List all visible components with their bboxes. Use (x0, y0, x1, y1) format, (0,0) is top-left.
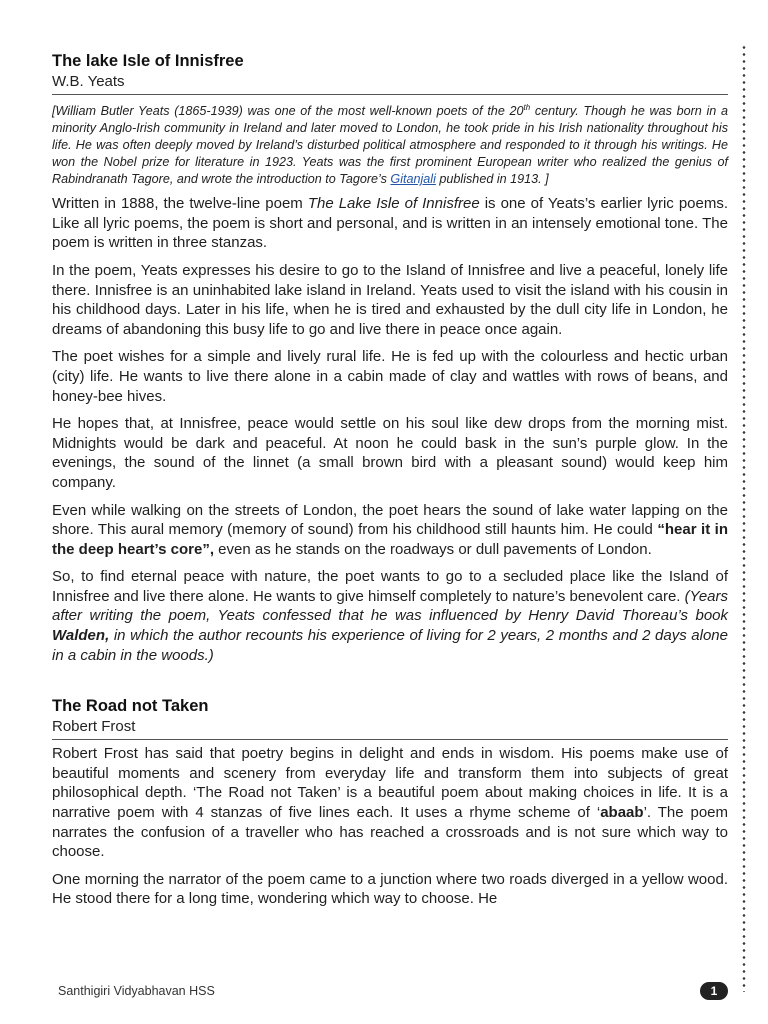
bio-text: [William Butler Yeats (1865-1939) was one of the most well-known poets of the 20 (52, 104, 524, 119)
text: Robert Frost has said that poetry begins in delight and ends in wisdom. His poems make use of beautiful moments and scenery from everyday life and transform them into subjects of great philosophical depth. ‘The Road not Taken’ is a beautiful poem about making choices in life. It is a narrative poem with 4 stanzas of five lines each. It uses a rhyme scheme of ‘ (52, 745, 728, 822)
quote-bold: “hear it in the deep heart’s core”, (52, 521, 728, 558)
poem-title-italic: The Lake Isle of Innisfree (307, 195, 480, 213)
rhyme-scheme-bold: abaab (600, 804, 644, 822)
bio-text: century. Though he was born in a minority Anglo-Irish community in Ireland and later moved to London, he took pride in his Irish nationality throughout his life. He was often deeply moved by Ireland’s disturbed political atmosphere and responded to it through his writings. He won the Nobel prize for literature in 1923. Yeats was the first prominent European writer who realized the genius of Rabindranath Tagore, and wrote the introduction to Tagore’s (52, 104, 728, 187)
walden-bold: Walden, (52, 627, 110, 645)
gitanjali-link[interactable]: Gitanjali (390, 172, 436, 187)
paragraph: He hopes that, at Innisfree, peace would settle on his soul like dew drops from the morning mist. Midnights would be dark and peaceful. At noon he could bask in the sun’s purple glow. In the evenings, the sound of the linnet (a small brown bird with a pleasant sound) would keep him company. (52, 415, 728, 491)
poet-bio (52, 99, 728, 188)
italic-note: (Years after writing the poem, Yeats confessed that he was influenced by Henry David Thoreau’s book (52, 587, 728, 625)
paragraph (52, 567, 728, 665)
divider (52, 739, 728, 740)
paragraph: The poet wishes for a simple and lively rural life. He is fed up with the colourless and hectic urban (city) life. He wants to live there alone in a cabin made of clay and wattles with rows of beans, and honey-bee hives. (52, 348, 728, 405)
text: So, to find eternal peace with nature, the poet wants to go to a secluded place like the Island of Innisfree and live there alone. He wants to give himself completely to nature’s benevolent care. (52, 568, 728, 605)
poem2-author: Robert Frost (52, 718, 136, 736)
paragraph (52, 744, 728, 862)
poem1-title: The lake Isle of Innisfree (52, 52, 244, 70)
paragraph: One morning the narrator of the poem came to a junction where two roads diverged in a yellow wood. He stood there for a long time, wondering which way to choose. He (52, 870, 728, 908)
page-number-badge: 1 (700, 982, 728, 1000)
paragraph: In the poem, Yeats expresses his desire to go to the Island of Innisfree and live a peaceful, lonely life there. Innisfree is an uninhabited lake island in Ireland. Yeats used to visit the island with his cousin in his childhood days. Later in his life, when he is tired and exhausted by the dull city life in London, he dreams of abandoning this busy life to go and live there in peace once again. (52, 261, 728, 338)
poem2-title: The Road not Taken (52, 697, 209, 716)
text: Written in 1888, the twelve-line poem (52, 195, 308, 213)
poem2-section (52, 695, 728, 909)
text: ’. The poem narrates the confusion of a traveller who has reached a crossroads and is not sure which way to choose. (52, 804, 729, 861)
text: even as he stands on the roadways or dull pavements of London. (214, 540, 652, 558)
paragraph (52, 501, 728, 560)
bio-sup: th (523, 103, 531, 112)
italic-note: in which the author recounts his experience of living for 2 years, 2 months and 2 days alone in a cabin in the woods.) (52, 627, 728, 664)
dotted-margin-line (742, 44, 746, 992)
page-content (52, 50, 728, 917)
footer-school-name: Santhigiri Vidyabhavan HSS (58, 984, 215, 998)
poem1-author: W.B. Yeats (52, 73, 125, 90)
text: is one of Yeats’s earlier lyric poems. Like all lyric poems, the poem is short and personal, and is written in an intensely emotional tone. The poem is written in three stanzas. (52, 195, 729, 252)
paragraph (52, 194, 728, 253)
text: Even while walking on the streets of London, the poet hears the sound of lake water lapping on the shore. This aural memory (memory of sound) from his childhood still haunts him. He could (52, 501, 728, 539)
divider (52, 94, 728, 95)
bio-text: published in 1913. ] (435, 172, 549, 187)
